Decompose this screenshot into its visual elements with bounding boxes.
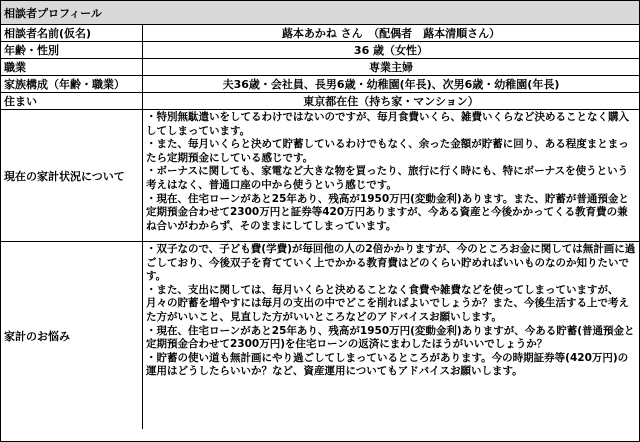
worries-paragraph: ・現在、住宅ローンがあと25年あり、残高が1950万円(変動金利)ありますが、今ある貯蓄(普通預金と定期預金合わせて2300万円)を住宅ローンの返済にまわしたほうがいいでしょうか？ bbox=[146, 324, 635, 351]
household-paragraph: ・現在、住宅ローンがあと25年あり、残高が1950万円(変動金利)あります。また、貯蓄が普通預金と定期預金合わせて2300万円と証券等420万円ありますが、今ある資産と今後かかってくる教育費の兼ね合いがわからず、そのままにしてしまっています。 bbox=[146, 192, 629, 232]
residence-label: 住まい bbox=[1, 93, 143, 109]
occupation-label: 職業 bbox=[1, 59, 143, 75]
household-paragraph: ・また、毎月いくらと決めて貯蓄しているわけでもなく、余った金額が貯蓄に回り、ある程度まとまったら定期預金にしている感じです。 bbox=[146, 138, 629, 164]
residence-value: 東京都在住（持ち家・マンション） bbox=[303, 95, 479, 108]
household-text bbox=[143, 110, 639, 241]
name-value: 蕗本あかね さん （配偶者 蕗本清順さん） bbox=[281, 27, 501, 40]
worries-paragraph: ・また、支出に関しては、毎月いくらと決めることなく食費や雑費などを使ってしまっていますが、月々の貯蓄を増やすには毎月の支出の中でどこを削ればよいでしょうか？また、今後生活する上で考えた方がいいこと、見直した方がいいところなどのアドバイスお願いします。 bbox=[146, 283, 629, 323]
age-gender-row bbox=[1, 41, 639, 58]
age-gender-label: 年齢・性別 bbox=[1, 42, 143, 58]
household-label: 現在の家計状況について bbox=[1, 110, 143, 241]
worries-row bbox=[1, 241, 639, 429]
residence-row bbox=[1, 92, 639, 109]
profile-title: 相談者プロフィール bbox=[1, 1, 639, 24]
household-row bbox=[1, 109, 639, 241]
name-label: 相談者名前(仮名) bbox=[1, 25, 143, 41]
name-row bbox=[1, 24, 639, 41]
occupation-row bbox=[1, 58, 639, 75]
family-row bbox=[1, 75, 639, 92]
occupation-value: 専業主婦 bbox=[369, 61, 413, 74]
family-value: 夫36歳・会社員、長男6歳・幼稚園(年長)、次男6歳・幼稚園(年長) bbox=[222, 78, 560, 91]
worries-label: 家計のお悩み bbox=[1, 242, 143, 429]
household-paragraph: ・ボーナスに関しても、家電など大きな物を買ったり、旅行に行く時にも、特にボーナスを使うという考えはなく、普通口座の中から使うという感じです。 bbox=[146, 165, 629, 191]
household-paragraph: ・特別無駄遣いをしてるわけではないのですが、毎月食費いくら、雑費いくらなど決めることなく購入してしまっています。 bbox=[146, 111, 629, 137]
worries-paragraph: ・貯蓄の使い道も無計画にやり過ごしてしまっているところがあります。今の時期証券等(420万円)の運用はどうしたらいいか？など、資産運用についてもアドバイスお願いします。 bbox=[146, 351, 629, 378]
worries-text bbox=[143, 242, 639, 429]
age-gender-value: 36 歳（女性） bbox=[353, 44, 429, 57]
worries-paragraph: ・双子なので、子ども費(学費)が毎回他の人の2倍かかりますが、今のところお金に関しては無計画に過ごしており、今後双子を育てていく上でかかる教育費はどのくらい貯めればいいものなのか知りたいです。 bbox=[146, 243, 636, 283]
family-label: 家族構成（年齢・職業） bbox=[1, 76, 143, 92]
